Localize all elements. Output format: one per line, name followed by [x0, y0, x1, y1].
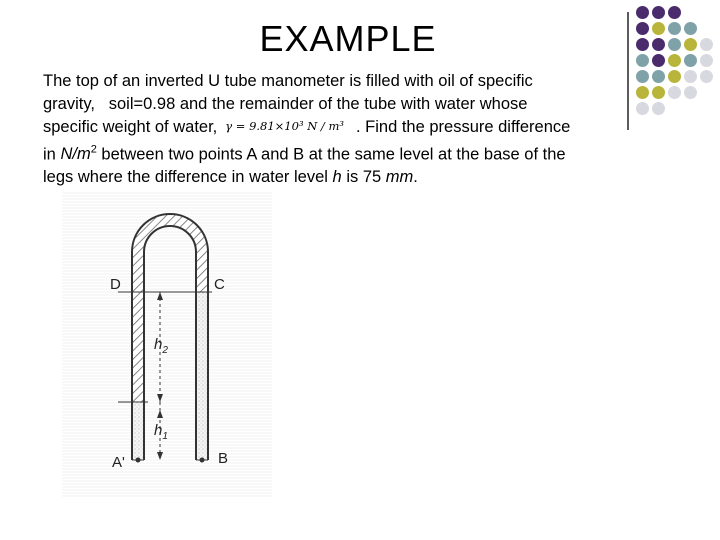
- specific-weight-formula: γ = 9.81×10³ N / m³: [225, 119, 344, 133]
- decor-dot: [652, 54, 665, 67]
- decor-dot: [668, 38, 681, 51]
- problem-statement: [43, 70, 633, 188]
- decor-dot: [652, 102, 665, 115]
- decor-dot: [700, 70, 713, 83]
- decor-dot: [636, 38, 649, 51]
- decor-dot: [700, 54, 713, 67]
- problem-line-3: specific weight of water, γ = 9.81×10³ N / m³ . Find the pressure difference: [43, 115, 633, 139]
- label-h2: $h_2$: [154, 336, 168, 356]
- label-d: D: [110, 276, 121, 293]
- soil-term: soil=0.98 and the remainder of the tube with water whose: [108, 94, 528, 113]
- decor-dot: [668, 22, 681, 35]
- unit-n-per-m2: $N/m^2$: [60, 143, 97, 163]
- slide-title: EXAMPLE: [259, 18, 437, 59]
- decor-dot: [652, 86, 665, 99]
- decor-dot: [636, 6, 649, 19]
- decor-dot: [684, 22, 697, 35]
- label-h1: $h_1$: [154, 422, 168, 442]
- decor-dot: [636, 22, 649, 35]
- decor-dot: [684, 86, 697, 99]
- decor-dot: [652, 6, 665, 19]
- decor-dot: [668, 86, 681, 99]
- decor-dot: [652, 22, 665, 35]
- label-b: B: [218, 450, 229, 467]
- decor-dot: [636, 54, 649, 67]
- label-c: C: [214, 276, 225, 293]
- decor-dot: [636, 86, 649, 99]
- decor-dot: [668, 6, 681, 19]
- decor-dot: [700, 38, 713, 51]
- decor-dot: [636, 70, 649, 83]
- problem-line-1: The top of an inverted U tube manometer is filled with oil of specific: [43, 72, 533, 90]
- decor-dot: [636, 102, 649, 115]
- decor-dot: [684, 54, 697, 67]
- decorative-dot-grid: [636, 6, 720, 126]
- decor-dot: [668, 54, 681, 67]
- problem-line-4: in $N/m^2$ between two points A and B at the same level at the base of the: [43, 143, 566, 163]
- decor-dot: [684, 70, 697, 83]
- label-a: A': [112, 454, 125, 471]
- decor-dot: [652, 70, 665, 83]
- manometer-diagram: [62, 192, 272, 498]
- decor-dot: [684, 38, 697, 51]
- decor-dot: [668, 70, 681, 83]
- decor-dot: [652, 38, 665, 51]
- problem-line-2: gravity, soil=0.98 and the remainder of the tube with water whose: [43, 94, 528, 113]
- problem-line-5: legs where the difference in water level h is 75 mm.: [43, 167, 418, 186]
